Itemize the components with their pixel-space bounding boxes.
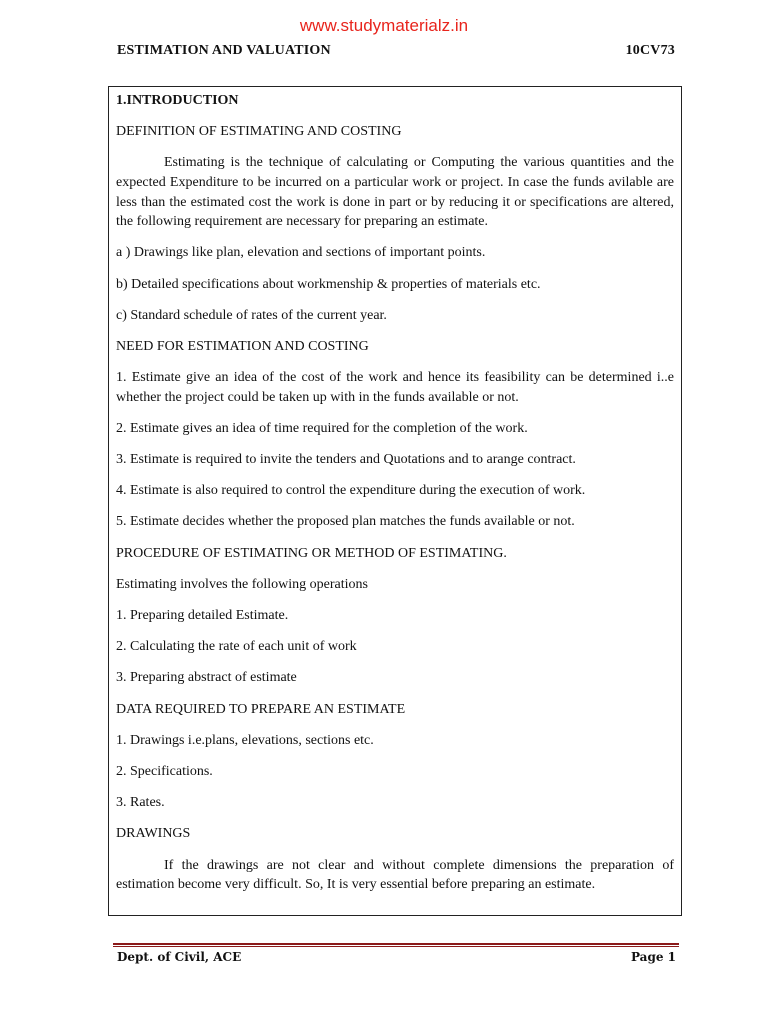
subheading-procedure: PROCEDURE OF ESTIMATING OR METHOD OF ESTIMATING. [116,545,507,561]
need-item: 2. Estimate gives an idea of time required for the completion of the work. [116,420,528,436]
need-item: 3. Estimate is required to invite the tenders and Quotations and to arange contract. [116,452,576,468]
course-code: 10CV73 [625,43,675,58]
page-number: Page 1 [630,950,676,964]
running-header [117,43,675,59]
data-item: 2. Specifications. [116,763,213,779]
procedure-item: 3. Preparing abstract of estimate [116,670,297,686]
subheading-data-required: DATA REQUIRED TO PREPARE AN ESTIMATE [116,701,406,717]
drawings-paragraph: If the drawings are not clear and without complete dimensions the preparation of estimation become very difficult. So, It is very essential before preparing an estimate. [116,857,674,893]
procedure-item: 1. Preparing detailed Estimate. [116,608,289,623]
subheading-definition: DEFINITION OF ESTIMATING AND COSTING [116,124,402,140]
page-footer [117,950,676,964]
requirement-item: a ) Drawings like plan, elevation and sections of important points. [116,245,486,261]
data-item: 1. Drawings i.e.plans, elevations, sections etc. [116,732,374,748]
need-item: 4. Estimate is also required to control the expenditure during the execution of work. [116,483,586,499]
section-heading-introduction: 1.INTRODUCTION [116,93,239,108]
data-item: 3. Rates. [116,795,165,811]
watermark-url: www.studymaterialz.in [299,16,469,35]
need-item: 1. Estimate give an idea of the cost of the work and hence its feasibility can be determined i..e whether the project could be taken up with in the funds available or not. [116,370,674,405]
document-title: ESTIMATION AND VALUATION [117,43,331,58]
procedure-item: 2. Calculating the rate of each unit of work [116,639,357,655]
footer-rule [113,943,679,948]
content-box [108,86,682,916]
department-label: Dept. of Civil, ACE [117,950,242,964]
requirement-item: b) Detailed specifications about workmenship & properties of materials etc. [116,276,541,292]
requirement-item: c) Standard schedule of rates of the current year. [116,307,387,323]
subheading-drawings: DRAWINGS [116,826,191,842]
need-item: 5. Estimate decides whether the proposed plan matches the funds available or not. [116,514,575,530]
definition-paragraph: Estimating is the technique of calculating or Computing the various quantities and the expected Expenditure to be incurred on a particular work or project. In case the funds avilable are less than the estimated cost the work is done in part or by reducing it or specifications are altered, the following requirement are necessary for preparing an estimate. [116,155,674,230]
procedure-intro: Estimating involves the following operations [116,576,368,592]
subheading-need: NEED FOR ESTIMATION AND COSTING [116,338,369,354]
